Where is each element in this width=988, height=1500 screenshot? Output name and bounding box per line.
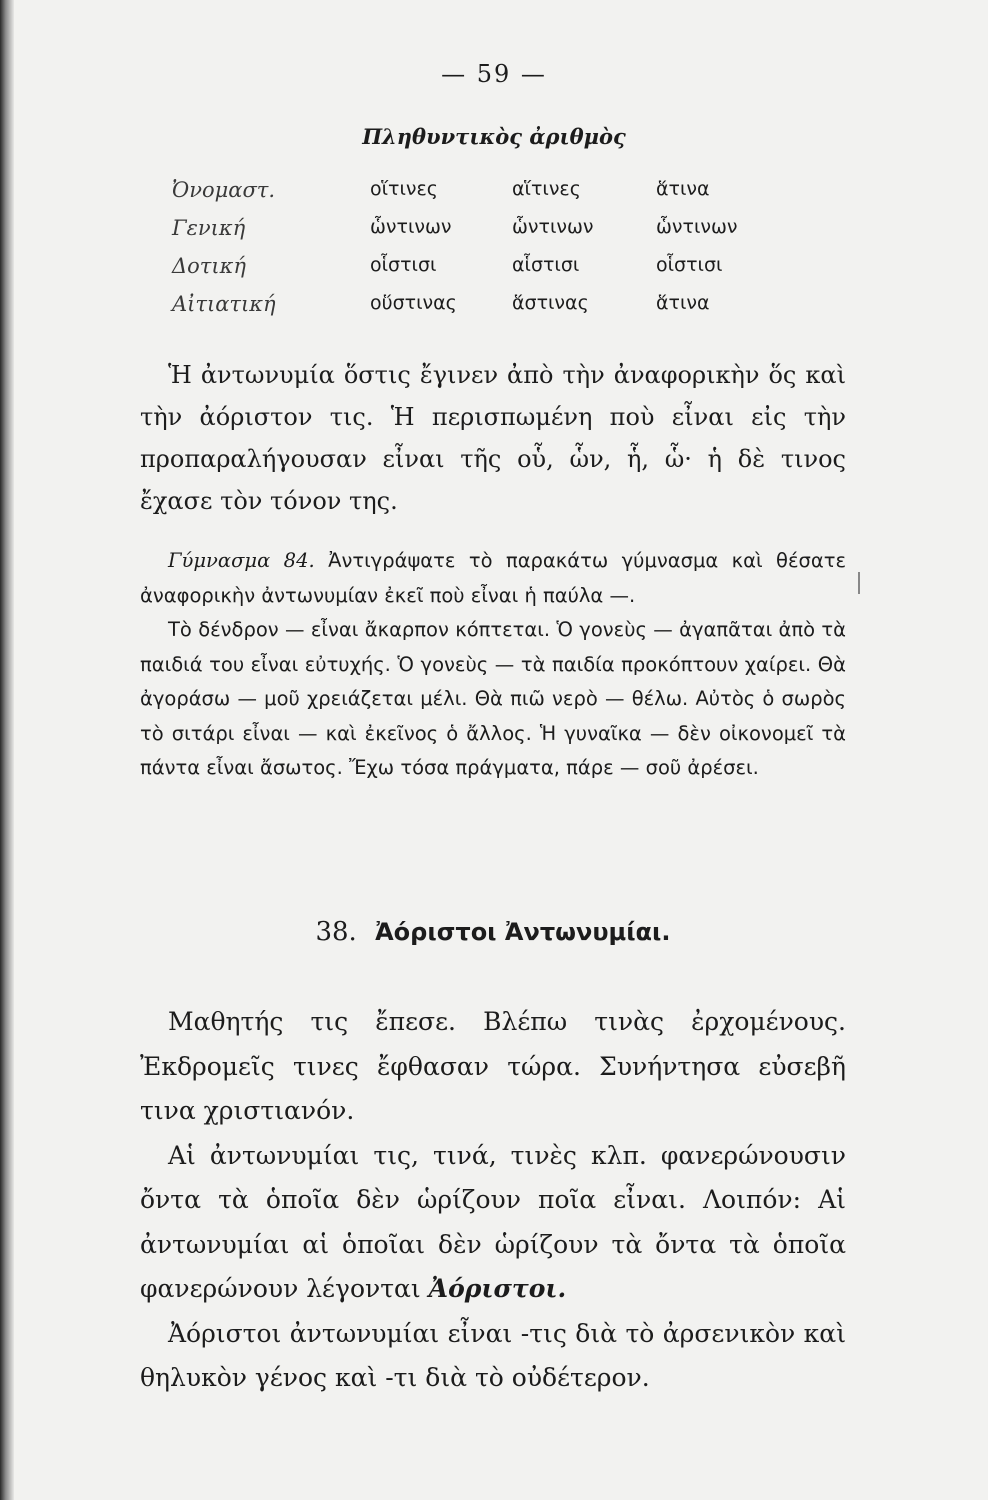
table-row — [172, 216, 812, 254]
declension-table — [172, 178, 812, 330]
section-title: Ἀόριστοι Ἀντωνυμίαι. — [375, 918, 671, 946]
masculine-form: οἵτινες — [370, 178, 438, 200]
section-heading — [140, 917, 846, 947]
feminine-form: αἵτινες — [512, 178, 581, 200]
table-row — [172, 254, 812, 292]
case-label: Ὀνομαστ. — [172, 178, 276, 202]
definition-paragraph — [140, 1134, 846, 1312]
neuter-form: ἅτινα — [656, 178, 710, 200]
table-title: Πληθυντικὸς ἀριθμὸς — [362, 124, 626, 149]
case-label: Δοτική — [172, 254, 247, 278]
exercise-block — [140, 544, 846, 786]
table-row — [172, 292, 812, 330]
definition-text: Αἱ ἀντωνυμίαι τις, τινά, τινὲς κλπ. φανερώνουσιν ὄντα τὰ ὁποῖα δὲν ὡρίζουν ποῖα εἶναι. Λοιπόν: Αἱ ἀντωνυμίαι αἱ ὁποῖαι δὲν ὡρίζουν τὰ ὄντα τὰ ὁποῖα φανερώνουν λέγονται — [140, 1140, 846, 1303]
exercise-label: Γύμνασμα 84. — [168, 549, 315, 572]
explanation-paragraph: Ἡ ἀντωνυμία ὅστις ἔγινεν ἀπὸ τὴν ἀναφορικὴν ὅς καὶ τὴν ἀόριστον τις. Ἡ περισπωμένη ποὺ εἶναι εἰς τὴν προπαραλήγουσαν εἶναι τῆς οὗ, ὧν, ἧ, ὧ· ἡ δὲ τινος ἔχασε τὸν τόνον της. — [140, 361, 846, 515]
exercise-body: Τὸ δένδρον — εἶναι ἄκαρπον κόπτεται. Ὁ γονεὺς — ἀγαπᾶται ἀπὸ τὰ παιδιά του εἶναι εὐτυχής. Ὁ γονεὺς — τὰ παιδία προκόπτουν χαίρει. Θὰ ἀγοράσω — μοῦ χρειάζεται μέλι. Θὰ πιῶ νερὸ — θέλω. Αὐτὸς ὁ σωρὸς τὸ σιτάρι εἶναι — καὶ ἐκεῖνος ὁ ἄλλος. Ἡ γυναῖκα — δὲν οἰκονομεῖ τὰ πάντα εἶναι ἄσωτος. Ἔχω τόσα πράγματα, πάρε — σοῦ ἀρέσει. — [140, 618, 846, 779]
section-number: 38. — [315, 917, 357, 947]
exercise-instruction-text: Ἀντιγράψατε τὸ παρακάτω γύμνασμα καὶ θέσατε ἀναφορικὴν ἀντωνυμίαν ἐκεῖ ποὺ εἶναι ἡ παύλα —. — [140, 549, 846, 607]
defined-term: Ἀόριστοι. — [428, 1274, 567, 1303]
exercise-instruction — [140, 544, 846, 613]
neuter-form: ἅτινα — [656, 292, 710, 314]
masculine-form: ὧντινων — [370, 216, 452, 238]
page-number: — 59 — — [441, 60, 547, 88]
neuter-form: ὧντινων — [656, 216, 738, 238]
section-body — [140, 1000, 846, 1401]
masculine-form: οὕστινας — [370, 292, 457, 314]
margin-mark — [858, 572, 860, 594]
table-row — [172, 178, 812, 216]
masculine-form: οἷστισι — [370, 254, 437, 276]
case-label: Γενική — [172, 216, 246, 240]
forms-paragraph: Ἀόριστοι ἀντωνυμίαι εἶναι -τις διὰ τὸ ἀρσενικὸν καὶ θηλυκὸν γένος καὶ -τι διὰ τὸ οὐδέτερον. — [140, 1318, 846, 1392]
neuter-form: οἷστισι — [656, 254, 723, 276]
feminine-form: αἷστισι — [512, 254, 580, 276]
page-binding-shadow — [0, 0, 14, 1500]
feminine-form: ἅστινας — [512, 292, 589, 314]
examples-paragraph: Μαθητής τις ἔπεσε. Βλέπω τινὰς ἐρχομένους. Ἐκδρομεῖς τινες ἔφθασαν τώρα. Συνήντησα εὐσεβῆ τινα χριστιανόν. — [140, 1007, 846, 1125]
case-label: Αἰτιατική — [172, 292, 276, 316]
feminine-form: ὧντινων — [512, 216, 594, 238]
